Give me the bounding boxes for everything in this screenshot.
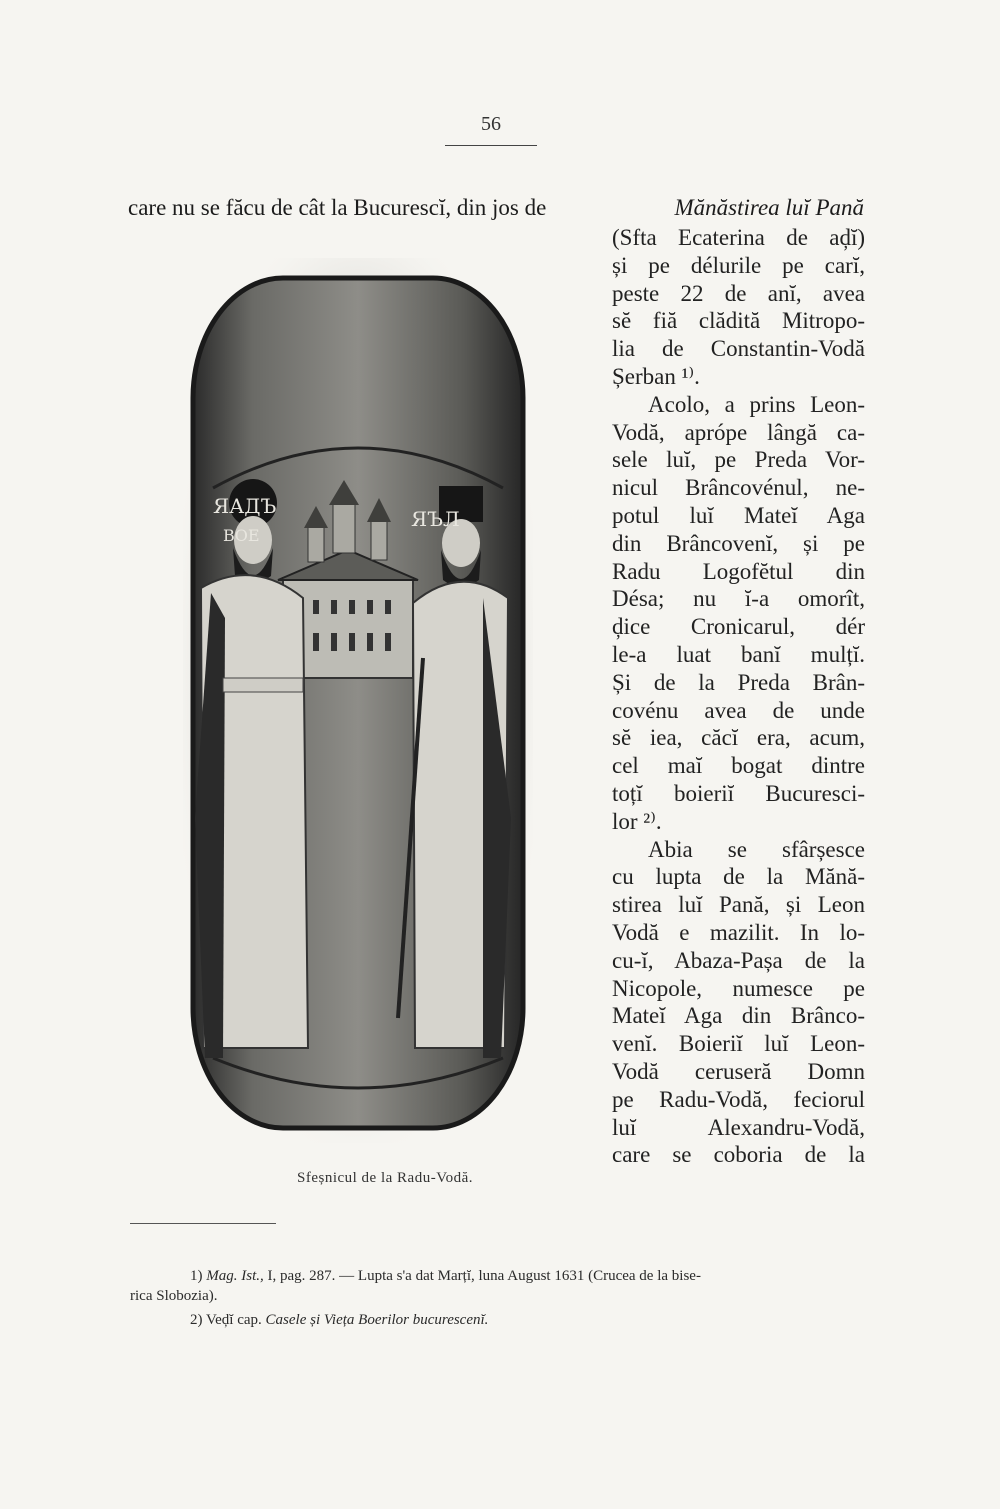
column-line: Radu Logofĕtul din <box>612 558 865 584</box>
footnote-1 <box>190 1266 701 1286</box>
column-line: stirea luĭ Pană, și Leon <box>612 892 865 918</box>
first-line-italic: Mănăstirea luĭ Pană <box>674 195 864 220</box>
footnote-rule <box>130 1223 276 1224</box>
footnote-1-marker: 1) <box>190 1268 203 1284</box>
figure-caption: Sfeșnicul de la Radu-Vodă. <box>296 1170 474 1186</box>
page-number-rule <box>445 145 537 146</box>
column-line: sĕ iea, căcĭ era, acum, <box>612 725 865 751</box>
column-line: Abia se sfârșesce <box>648 836 865 862</box>
footnote-1-text: I, pag. 287. — Lupta s'a dat Marțĭ, luna August 1631 (Crucea de la bise- <box>263 1268 701 1284</box>
column-line: peste 22 de anĭ, avea <box>612 280 865 306</box>
column-line: ḑice Cronicarul, dér <box>612 614 865 640</box>
column-line: potul luĭ Mateĭ Aga <box>612 503 865 528</box>
first-line-text: care nu se făcu de cât la Bucurescĭ, din jos de <box>128 195 547 220</box>
candlestick-illustration <box>183 258 533 1143</box>
footnote-2 <box>190 1310 488 1330</box>
column-line: sele luĭ, pe Preda Vor- <box>612 447 865 473</box>
column-line: Vodă ceruseră Domn <box>612 1059 865 1084</box>
footnote-2-prefix: Veḑĭ cap. <box>202 1312 266 1328</box>
column-line: cu lupta de la Mănă- <box>612 864 865 890</box>
inscription-left: ЯАДЪ <box>213 494 277 518</box>
column-line: Vodă e mazilit. In lo- <box>612 920 865 945</box>
footnote-2-title: Casele și Vieța Boerilor bucurescenĭ. <box>265 1312 489 1328</box>
column-line: lia de Constantin-Vodă <box>612 336 865 362</box>
column-line: Nicopole, numesce pe <box>612 975 865 1001</box>
first-text-line <box>128 193 864 223</box>
column-line: covénu avea de unde <box>612 697 865 723</box>
column-line: Vodă, aprópe lângă ca- <box>612 419 865 445</box>
column-line: lor ²⁾. <box>612 808 662 834</box>
column-line: Acolo, a prins Leon- <box>648 391 865 417</box>
inscription-left-2: ВОЕ <box>223 526 260 545</box>
column-line: cu-ĭ, Abaza-Pașa de la <box>612 947 865 973</box>
footnote-1-cont: rica Slobozia). <box>130 1288 218 1304</box>
column-line: care se coboria de la <box>612 1142 865 1168</box>
column-line: din Brâncovenĭ, și pe <box>612 530 865 556</box>
column-line: Mateĭ Aga din Brânco- <box>612 1003 865 1029</box>
column-line: cel maĭ bogat dintre <box>612 753 865 779</box>
column-line: le-a luat banĭ mulțĭ. <box>612 642 865 667</box>
column-line: luĭ Alexandru-Vodă, <box>612 1114 865 1140</box>
column-line: sĕ fiă clădită Mitropo- <box>612 308 865 334</box>
inscription-right: ЯЪЛ <box>411 507 460 531</box>
column-line: Și de la Preda Brân- <box>612 669 865 695</box>
column-line: Désa; nu ĭ-a omorît, <box>612 586 865 612</box>
column-line: toțĭ boieriĭ Bucuresci- <box>612 781 865 806</box>
column-line: venĭ. Boieriĭ luĭ Leon- <box>612 1031 865 1057</box>
column-line: pe Radu-Vodă, feciorul <box>612 1086 865 1112</box>
footnote-2-marker: 2) <box>190 1312 203 1328</box>
column-line: (Sfta Ecaterina de aḑĭ) <box>612 225 865 250</box>
column-line: și pe délurile pe carĭ, <box>612 252 865 278</box>
column-line: nicul Brâncovénul, ne- <box>612 475 865 501</box>
column-line: Șerban ¹⁾. <box>612 364 700 389</box>
footnote-1-source: Mag. Ist., <box>206 1268 264 1284</box>
page-number: 56 <box>481 113 501 135</box>
